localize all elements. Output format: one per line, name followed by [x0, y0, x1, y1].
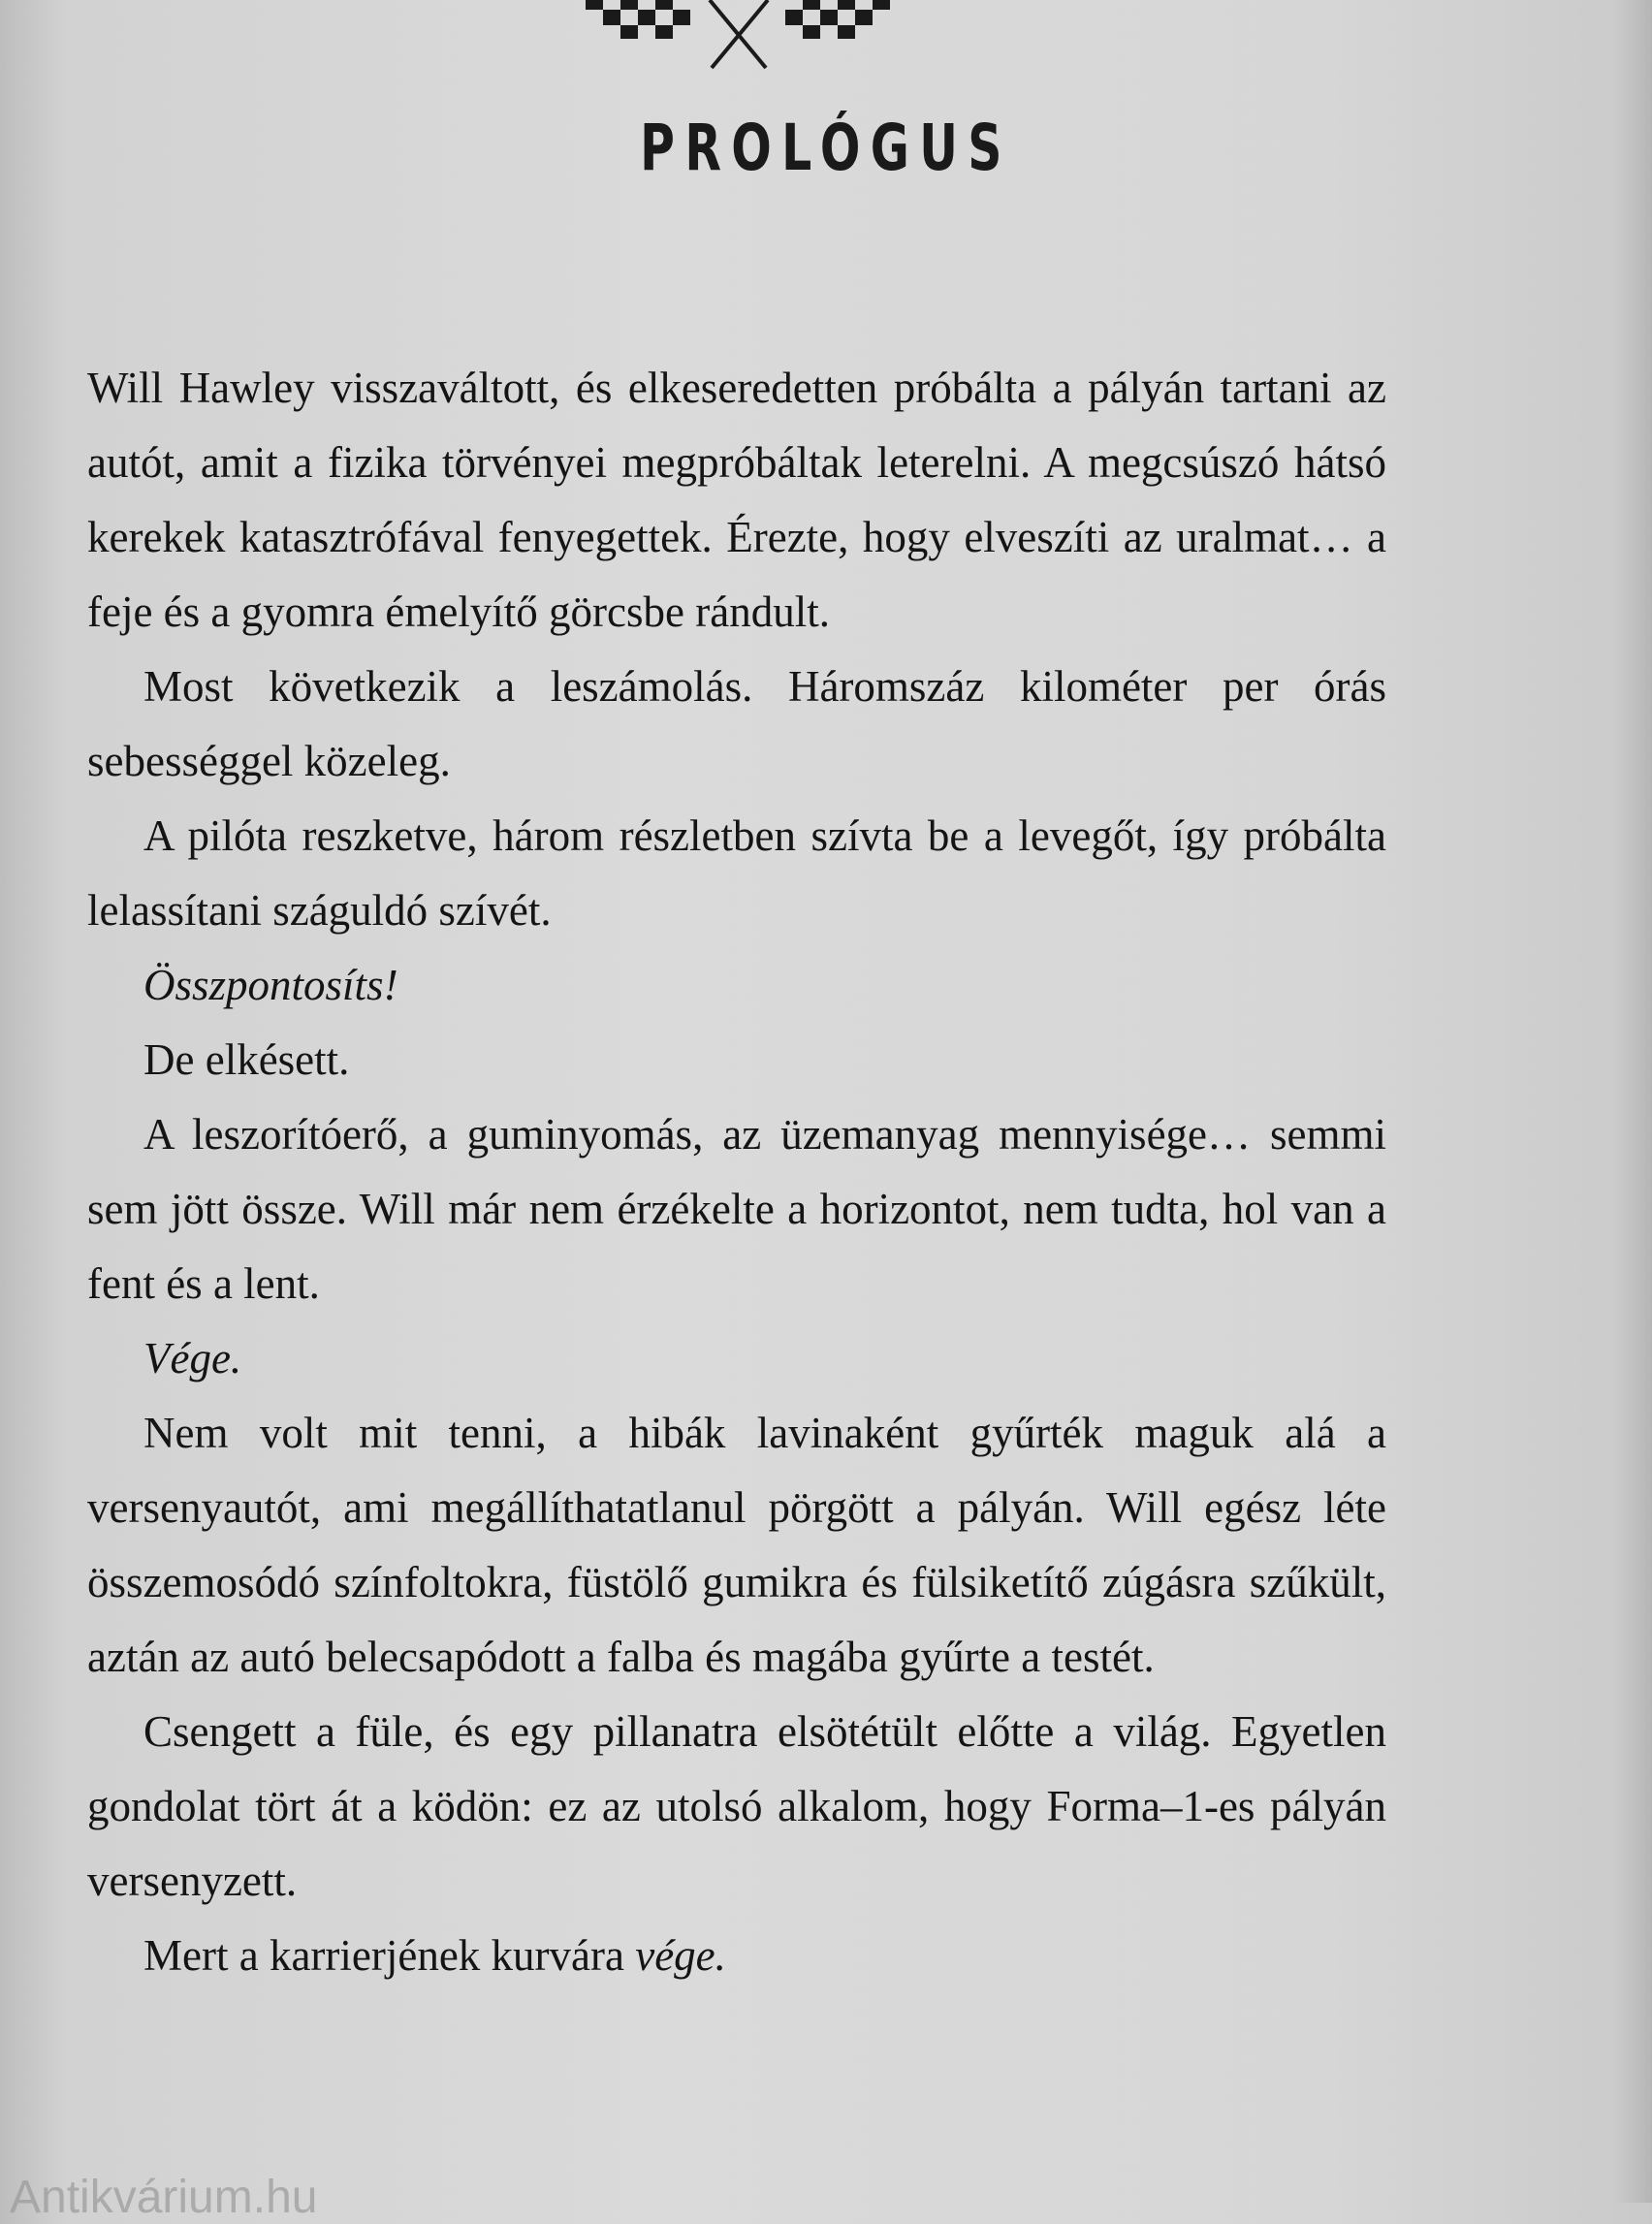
watermark: Antikvárium.hu	[10, 2172, 318, 2223]
paragraph-10-emphasis: vége.	[635, 1931, 726, 1980]
paragraph-3: A pilóta reszketve, három részletben szívta be a levegőt, így próbálta lelassítani száguldó szívét.	[87, 811, 1386, 935]
paragraph-6: A leszorítóerő, a guminyomás, az üzemanyag mennyisége… semmi sem jött össze. Will már nem érzékelte a horizontot, nem tudta, hol van a fent és a lent.	[87, 1110, 1386, 1308]
paragraph-10	[87, 1919, 1386, 1993]
paragraph-7-italic: Vége.	[143, 1334, 242, 1382]
body-text	[87, 351, 1386, 1993]
paragraph-2: Most következik a leszámolás. Háromszáz kilométer per órás sebességgel közeleg.	[87, 662, 1386, 785]
chapter-title: PROLÓGUS	[640, 111, 1012, 185]
paragraph-4-italic: Összpontosíts!	[143, 961, 398, 1009]
paragraph-10-text: Mert a karrierjének kurvára	[143, 1931, 636, 1980]
paragraph-1: Will Hawley visszaváltott, és elkeseredetten próbálta a pályán tartani az autót, amit a fizika törvényei megpróbáltak leterelni. A megcsúszó hátsó kerekek katasztrófával fenyegettek. Érezte, hogy elveszíti az uralmat… a feje és a gyomra émelyítő görcsbe rándult.	[87, 364, 1386, 636]
paragraph-5: De elkésett.	[143, 1035, 350, 1084]
crossed-checkered-flags-icon	[574, 0, 904, 78]
paragraph-9: Csengett a füle, és egy pillanatra elsötétült előtte a világ. Egyetlen gondolat tört át a ködön: ez az utolsó alkalom, hogy Forma–1-es pályán versenyzett.	[87, 1707, 1386, 1905]
page-edge-shadow	[1613, 0, 1652, 2203]
paragraph-8: Nem volt mit tenni, a hibák lavinaként gyűrték maguk alá a versenyautót, ami megállíthatatlanul pörgött a pályán. Will egész léte összemosódó színfoltokra, füstölő gumikra és fülsiketítő zúgásra szűkült, aztán az autó belecsapódott a falba és magába gyűrte a testét.	[87, 1409, 1386, 1681]
